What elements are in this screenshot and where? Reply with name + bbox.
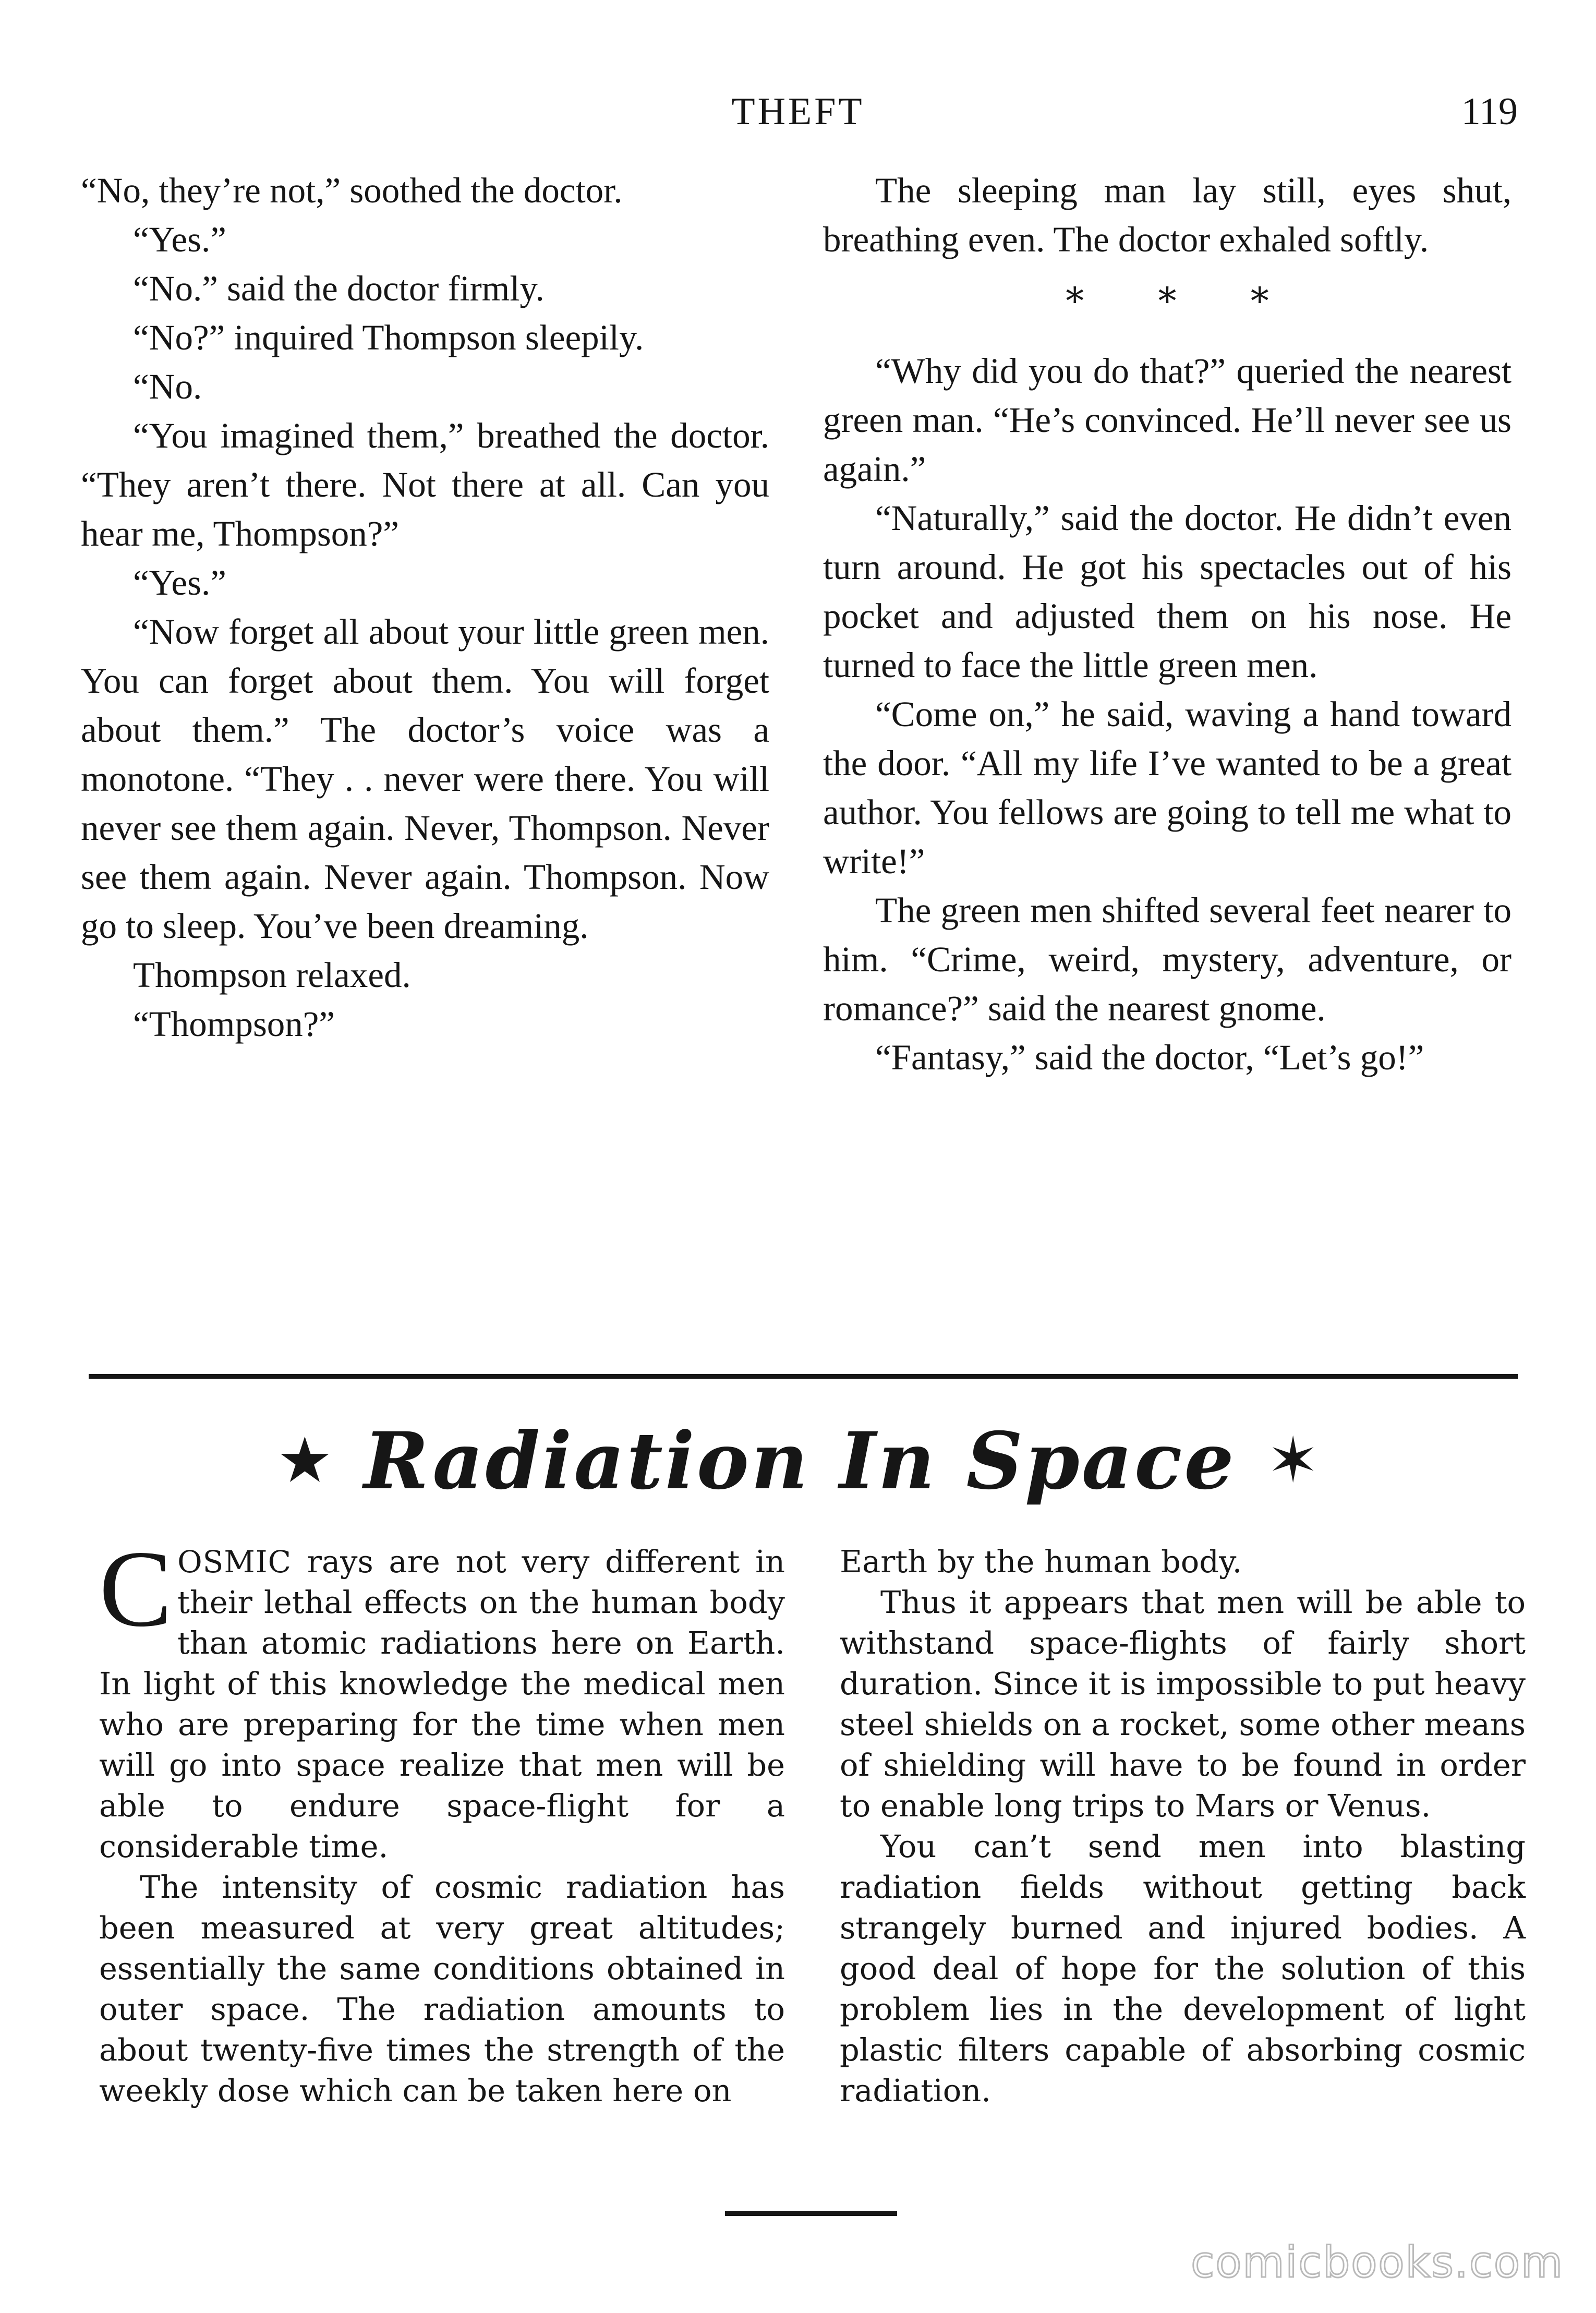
story-paragraph: “Yes.” [133, 220, 226, 259]
story-paragraph: “Thompson?” [133, 1004, 335, 1044]
article-header [0, 1393, 1596, 1528]
lead-text: rays are not very different in their lethal effects on the human body than atomic radiations here on Earth. In light of this knowledge the medical men who are preparing for the time when men will go into space realize that men will be able to endure space-flight for a considerable time. [99, 1544, 785, 1864]
story-right-column [823, 166, 1512, 1082]
story-paragraph: “Yes.” [133, 563, 226, 603]
section-break: * * * [1066, 280, 1300, 322]
star-left-icon: ★ [276, 1424, 333, 1497]
story-paragraph: The green men shifted several feet nearer to him. “Crime, weird, mystery, adventure, or romance?” said the nearest gnome. [823, 890, 1512, 1028]
page-number: 119 [1461, 90, 1518, 133]
article-paragraph: Thus it appears that men will be able to withstand space-flights of fairly short duration. Since it is impossible to put heavy steel shields on a rocket, some other means of shielding will have to be found in order to enable long trips to Mars or Venus. [840, 1584, 1526, 1824]
story-paragraph: “Why did you do that?” queried the nearest green man. “He’s convinced. He’ll never see us again.” [823, 351, 1512, 489]
story-paragraph: The sleeping man lay still, eyes shut, breathing even. The doctor exhaled softly. [823, 171, 1512, 259]
star-right-icon: ✶ [1266, 1424, 1320, 1497]
article-title: Radiation In Space [364, 1415, 1236, 1507]
story-paragraph: “No, they’re not,” soothed the doctor. [81, 171, 623, 210]
story-left-column [81, 166, 769, 1049]
story-paragraph: “Naturally,” said the doctor. He didn’t even turn around. He got his spectacles out of his pocket and adjusted them on his nose. He turned to face the little green men. [823, 498, 1512, 685]
lead-word: OSMIC [177, 1544, 292, 1580]
story-paragraph: “You imagined them,” breathed the doctor. “They aren’t there. Not there at all. Can you hear me, Thompson?” [81, 416, 769, 553]
article-paragraph: Earth by the human body. [840, 1544, 1242, 1580]
article-paragraph: The intensity of cosmic radiation has been measured at very great altitudes; essentially the same conditions obtained in outer space. The radiation amounts to about twenty-five times the strength of the weekly dose which can be taken here on [99, 1869, 785, 2109]
article-right-column [840, 1541, 1526, 2111]
story-paragraph: “Come on,” he said, waving a hand toward the door. “All my life I’ve wanted to be a great author. You fellows are going to tell me what to write!” [823, 694, 1512, 881]
end-rule [725, 2211, 897, 2216]
story-paragraph: “No. [133, 367, 202, 406]
story-paragraph: “Now forget all about your little green men. You can forget about them. You will forget about them.” The doctor’s voice was a monotone. “They . . never were there. You will never see them again. Never, Thompson. Never see them again. Never again. Thompson. Now go to sleep. You’ve been dreaming. [81, 612, 769, 946]
running-title: THEFT [731, 90, 865, 133]
article-paragraph: You can’t send men into blasting radiation fields without getting back strangely burned and injured bodies. A good deal of hope for the solution of this problem lies in the development of light plastic filters capable of absorbing cosmic radiation. [840, 1828, 1526, 2109]
section-divider-rule [89, 1374, 1518, 1379]
story-paragraph: “Fantasy,” said the doctor, “Let’s go!” [875, 1038, 1424, 1077]
drop-cap: C [99, 1528, 173, 1649]
story-paragraph: “No?” inquired Thompson sleepily. [133, 318, 644, 357]
watermark: comicbooks.com [1191, 2238, 1564, 2287]
article-left-column [99, 1528, 785, 2111]
story-paragraph: Thompson relaxed. [133, 955, 411, 995]
story-paragraph: “No.” said the doctor firmly. [133, 269, 545, 308]
article-lead-paragraph [99, 1528, 785, 1867]
